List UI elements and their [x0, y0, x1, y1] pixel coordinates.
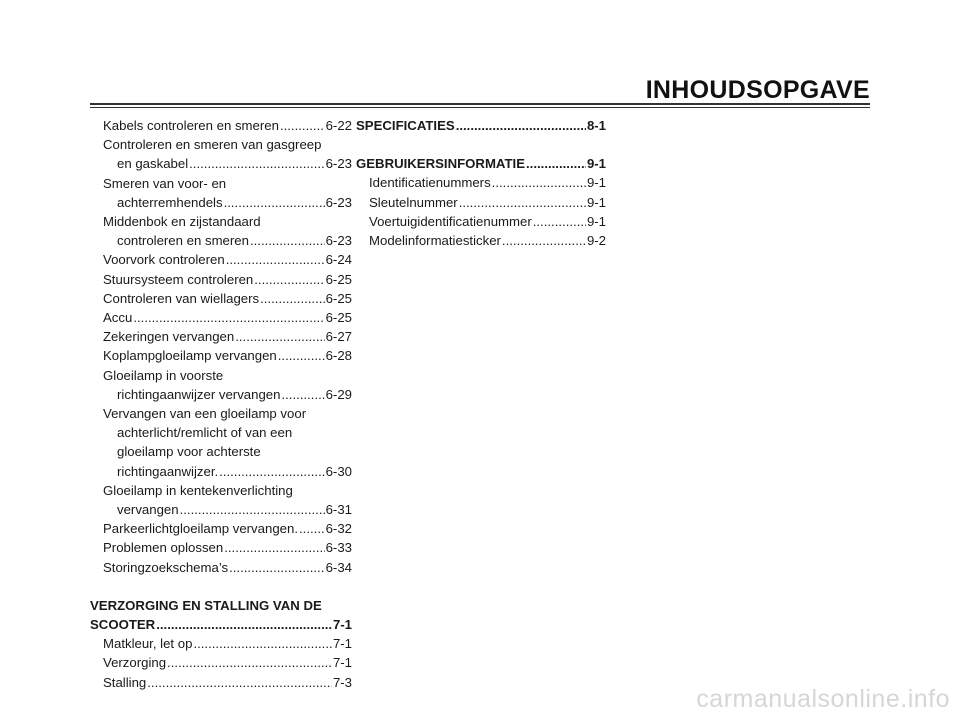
toc-entry[interactable]: Koplampgloeilamp vervangen ..... 6-28	[90, 346, 352, 365]
toc-entry[interactable]: Sleutelnummer ..... 9-1	[356, 193, 606, 212]
toc-entry[interactable]: controleren en smeren ..... 6-23	[90, 231, 352, 250]
chapter-heading[interactable]: SPECIFICATIES ..... 8-1	[356, 116, 606, 135]
toc-entry[interactable]: Identificatienummers ..... 9-1	[356, 173, 606, 192]
page-title: INHOUDSOPGAVE	[645, 76, 870, 104]
toc-entry[interactable]: richtingaanwijzer. ..... 6-30	[90, 462, 352, 481]
toc-entry-line: Vervangen van een gloeilamp voor	[103, 406, 307, 422]
title-rule	[90, 103, 870, 108]
toc-entry-line: Smeren van voor- en	[103, 175, 227, 191]
toc-entry[interactable]: achterremhendels ..... 6-23	[90, 193, 352, 212]
toc-left-column	[90, 116, 352, 692]
toc-entry[interactable]: en gaskabel ..... 6-23	[90, 154, 352, 173]
chapter-heading-line: VERZORGING EN STALLING VAN DE	[90, 597, 322, 613]
toc-entry-line: Controleren en smeren van gasgreep	[103, 137, 322, 153]
toc-entry[interactable]: richtingaanwijzer vervangen ..... 6-29	[90, 385, 352, 404]
toc-entry-line: gloeilamp voor achterste	[117, 444, 261, 460]
toc-entry-line: Gloeilamp in kentekenverlichting	[103, 482, 293, 498]
chapter-heading[interactable]: SCOOTER ..... 7-1	[90, 615, 352, 634]
toc-entry[interactable]: Modelinformatiesticker ..... 9-2	[356, 231, 606, 250]
toc-right-column	[356, 116, 606, 250]
toc-entry[interactable]: Voorvork controleren ..... 6-24	[90, 250, 352, 269]
watermark-text: carmanualsonline.info	[696, 685, 950, 713]
toc-entry[interactable]: Stalling ..... 7-3	[90, 673, 352, 692]
toc-entry[interactable]: Verzorging ..... 7-1	[90, 653, 352, 672]
chapter-heading[interactable]: GEBRUIKERSINFORMATIE ..... 9-1	[356, 154, 606, 173]
toc-entry[interactable]: Stuursysteem controleren ..... 6-25	[90, 270, 352, 289]
toc-entry[interactable]: Matkleur, let op ..... 7-1	[90, 634, 352, 653]
toc-entry[interactable]: Storingzoekschema’s ..... 6-34	[90, 558, 352, 577]
toc-entry[interactable]: Controleren van wiellagers ..... 6-25	[90, 289, 352, 308]
toc-entry-line: Middenbok en zijstandaard	[103, 214, 261, 230]
toc-entry[interactable]: Parkeerlichtgloeilamp vervangen. ..... 6-32	[90, 519, 352, 538]
toc-entry-line: Gloeilamp in voorste	[103, 367, 224, 383]
toc-entry[interactable]: Problemen oplossen ..... 6-33	[90, 538, 352, 557]
toc-entry[interactable]: Zekeringen vervangen ..... 6-27	[90, 327, 352, 346]
toc-entry[interactable]: Kabels controleren en smeren ..... 6-22	[90, 116, 352, 135]
toc-entry-line: achterlicht/remlicht of van een	[117, 425, 293, 441]
toc-entry[interactable]: Voertuigidentificatienummer ..... 9-1	[356, 212, 606, 231]
toc-entry[interactable]: Accu ..... 6-25	[90, 308, 352, 327]
toc-entry[interactable]: vervangen ..... 6-31	[90, 500, 352, 519]
